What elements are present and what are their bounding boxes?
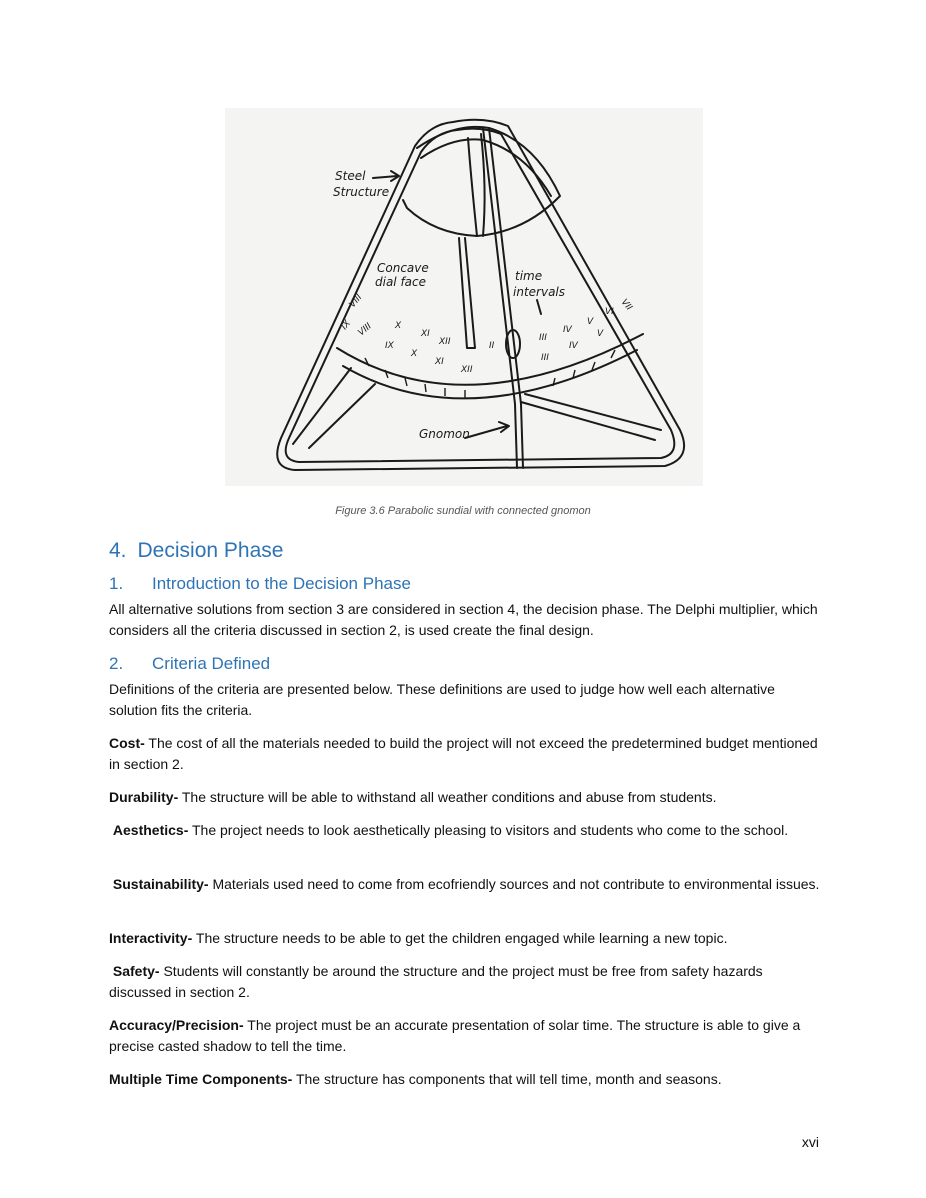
numeral: XI <box>421 329 430 339</box>
criterion-text: The structure needs to be able to get the children engaged while learning a new topic. <box>192 930 728 946</box>
criterion-term: Sustainability- <box>109 876 209 892</box>
subsection-title: Criteria Defined <box>152 654 271 673</box>
subsection-title: Introduction to the Decision Phase <box>152 574 411 593</box>
numeral: IX <box>339 318 353 332</box>
numeral: VIII <box>356 321 374 339</box>
figure-caption: Figure 3.6 Parabolic sundial with connected gnomon <box>335 505 591 517</box>
label-dial-face: dial face <box>375 275 427 289</box>
numeral: XII <box>461 365 473 375</box>
criterion-term: Cost- <box>109 735 145 751</box>
numeral: IV <box>569 341 578 351</box>
numeral: XI <box>435 357 444 367</box>
numeral: II <box>489 341 495 351</box>
criterion-accuracy <box>109 1015 824 1057</box>
label-intervals: intervals <box>513 285 566 299</box>
criterion-safety <box>109 961 824 1003</box>
section-title: Decision Phase <box>137 539 284 562</box>
numeral: VIII <box>347 292 365 310</box>
label-steel: Steel <box>335 169 366 183</box>
criterion-text: Students will constantly be around the structure and the project must be free from safety hazards discussed in section 2. <box>109 963 767 1000</box>
criterion-text: The structure has components that will tell time, month and seasons. <box>292 1071 722 1087</box>
numeral: XII <box>439 337 451 347</box>
criterion-interactivity <box>109 928 824 949</box>
numeral: IX <box>385 341 394 351</box>
section-number: 4. <box>109 539 127 562</box>
sundial-sketch-figure <box>225 108 703 486</box>
criterion-term: Aesthetics- <box>109 822 189 838</box>
criterion-durability <box>109 787 824 808</box>
criterion-text: Materials used need to come from ecofriendly sources and not contribute to environmental issues. <box>208 876 820 892</box>
label-concave: Concave <box>377 261 429 275</box>
criterion-term: Safety- <box>109 963 160 979</box>
sundial-sketch <box>225 108 703 486</box>
criterion-term: Accuracy/Precision- <box>109 1017 244 1033</box>
criterion-term: Multiple Time Components- <box>109 1071 293 1087</box>
numeral: V <box>587 317 594 327</box>
subsection-heading-intro <box>109 574 411 594</box>
criterion-term: Durability- <box>109 789 179 805</box>
label-gnomon: Gnomon <box>419 427 470 441</box>
numeral: VI <box>605 307 614 317</box>
numeral: III <box>539 333 547 343</box>
subsection-number: 2. <box>109 654 124 673</box>
numeral: IV <box>563 325 572 335</box>
numeral: X <box>395 321 402 331</box>
numeral: V <box>597 329 604 339</box>
criterion-text: The cost of all the materials needed to build the project will not exceed the predetermined budget mentioned in section 2. <box>109 735 818 772</box>
label-time: time <box>515 269 543 283</box>
criterion-sustainability <box>109 874 824 895</box>
criterion-cost <box>109 733 824 775</box>
criterion-term: Interactivity- <box>109 930 193 946</box>
subsection-number: 1. <box>109 574 124 593</box>
intro-paragraph: All alternative solutions from section 3 are considered in section 4, the decision phase. The Delphi multiplier, which considers all the criteria discussed in section 2, is used create the final design. <box>109 601 818 638</box>
gnomon-pole <box>483 128 517 468</box>
section-heading <box>109 539 283 563</box>
label-structure: Structure <box>333 185 390 199</box>
criterion-text: The project needs to look aesthetically pleasing to visitors and students who come to the school. <box>188 822 789 838</box>
criterion-text: The project must be an accurate presentation of solar time. The structure is able to give a precise casted shadow to tell the time. <box>109 1017 801 1054</box>
numeral: VII <box>618 297 634 313</box>
criterion-time-components <box>109 1069 824 1090</box>
numeral: III <box>541 353 549 363</box>
criterion-aesthetics <box>109 820 824 841</box>
page-number: xvi <box>801 1134 819 1150</box>
numeral: X <box>411 349 418 359</box>
criteria-intro-paragraph: Definitions of the criteria are presented below. These definitions are used to judge how well each alternative solution fits the criteria. <box>109 681 775 718</box>
subsection-heading-criteria <box>109 654 270 674</box>
criterion-text: The structure will be able to withstand all weather conditions and abuse from students. <box>178 789 717 805</box>
